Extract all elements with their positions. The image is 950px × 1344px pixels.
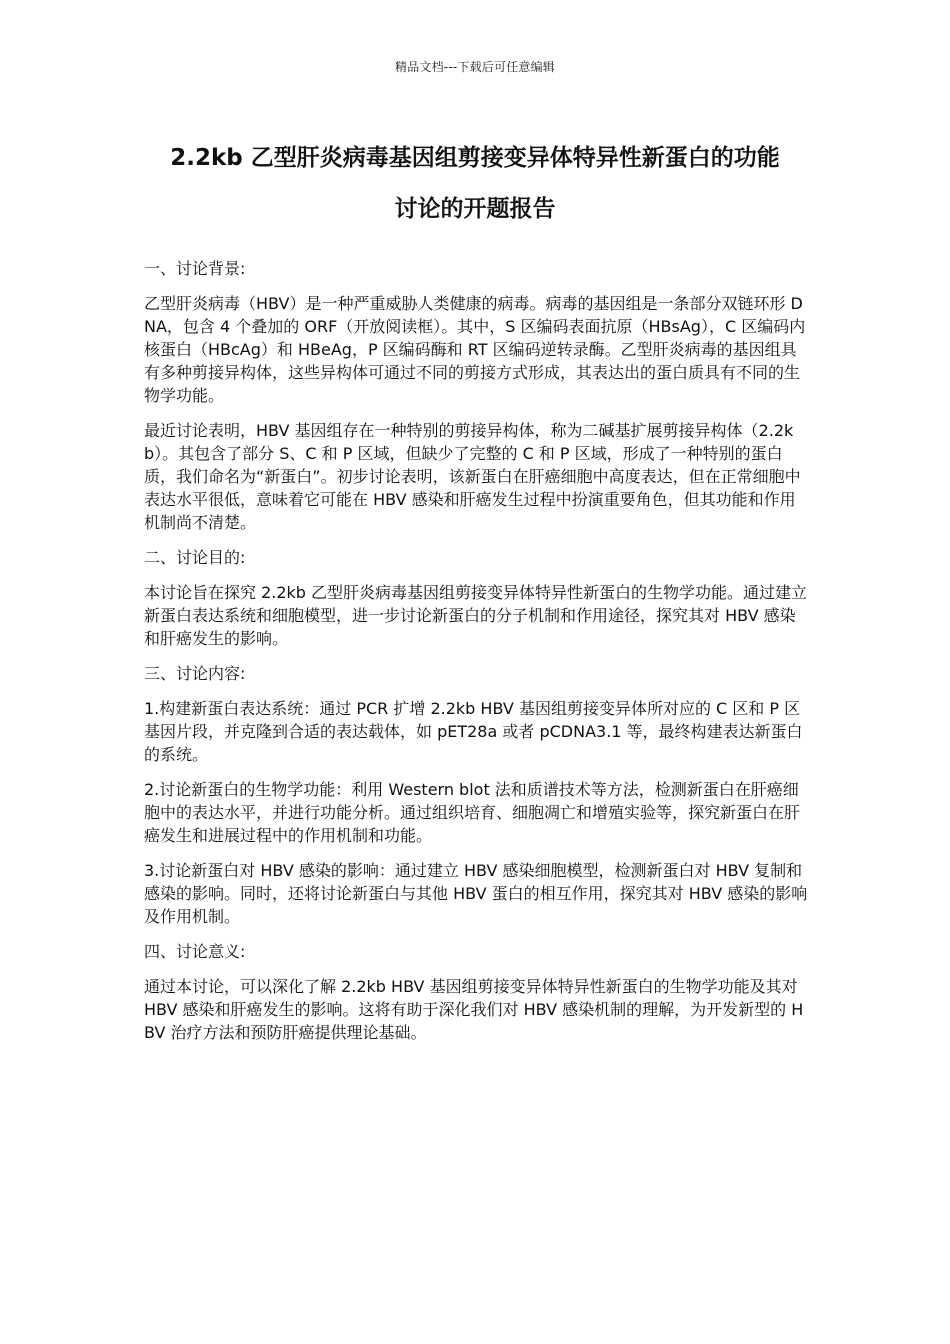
background-paragraph-1: 乙型肝炎病毒（HBV）是一种严重威胁人类健康的病毒。病毒的基因组是一条部分双链环形 DNA，包含 4 个叠加的 ORF（开放阅读框）。其中，S 区编码表面抗原（HBsAg），C 区编码内核蛋白（HBcAg）和 HBeAg，P 区编码酶和 RT 区编码逆转录酶。乙型肝炎病毒的基因组具有多种剪接异构体，这些异构体可通过不同的剪接方式形成，其表达出的蛋白质具有不同的生物学功能。 <box>144 294 806 405</box>
header-note: 精品文档---下载后可任意编辑 <box>395 60 555 74</box>
section-heading-background: 一、讨论背景: <box>144 259 246 278</box>
content-paragraph-1: 1.构建新蛋白表达系统：通过 PCR 扩增 2.2kb HBV 基因组剪接变异体所对应的 C 区和 P 区基因片段，并克隆到合适的表达载体，如 pET28a 或者 pCDNA3.1 等，最终构建表达新蛋白的系统。 <box>144 699 803 764</box>
purpose-paragraph-1: 本讨论旨在探究 2.2kb 乙型肝炎病毒基因组剪接变异体特异性新蛋白的生物学功能。通过建立新蛋白表达系统和细胞模型，进一步讨论新蛋白的分子机制和作用途径，探究其对 HBV 感染和肝癌发生的影响。 <box>144 583 808 648</box>
section-heading-purpose: 二、讨论目的: <box>144 548 246 567</box>
significance-paragraph-1: 通过本讨论，可以深化了解 2.2kb HBV 基因组剪接变异体特异性新蛋白的生物学功能及其对 HBV 感染和肝癌发生的影响。这将有助于深化我们对 HBV 感染机制的理解，为开发新型的 HBV 治疗方法和预防肝癌提供理论基础。 <box>144 977 804 1042</box>
document-body <box>144 257 808 1056</box>
content-paragraph-3: 3.讨论新蛋白对 HBV 感染的影响：通过建立 HBV 感染细胞模型，检测新蛋白对 HBV 复制和感染的影响。同时，还将讨论新蛋白与其他 HBV 蛋白的相互作用，探究其对 HBV 感染的影响及作用机制。 <box>144 861 808 926</box>
background-paragraph-2: 最近讨论表明，HBV 基因组存在一种特别的剪接异构体，称为二碱基扩展剪接异构体（2.2kb）。其包含了部分 S、C 和 P 区域，但缺少了完整的 C 和 P 区域，形成了一种特别的蛋白质，我们命名为“新蛋白”。初步讨论表明，该新蛋白在肝癌细胞中高度表达，但在正常细胞中表达水平很低，意味着它可能在 HBV 感染和肝癌发生过程中扮演重要角色，但其功能和作用机制尚不清楚。 <box>144 421 801 532</box>
content-paragraph-2: 2.讨论新蛋白的生物学功能：利用 Western blot 法和质谱技术等方法，检测新蛋白在肝癌细胞中的表达水平，并进行功能分析。通过组织培育、细胞凋亡和增殖实验等，探究新蛋白在肝癌发生和进展过程中的作用机制和功能。 <box>144 780 801 845</box>
title-line-1: 2.2kb 乙型肝炎病毒基因组剪接变异体特异性新蛋白的功能 <box>170 145 780 171</box>
section-heading-content: 三、讨论内容: <box>144 664 246 683</box>
section-heading-significance: 四、讨论意义: <box>144 942 246 961</box>
document-title <box>120 133 830 235</box>
title-line-2: 讨论的开题报告 <box>394 196 556 222</box>
